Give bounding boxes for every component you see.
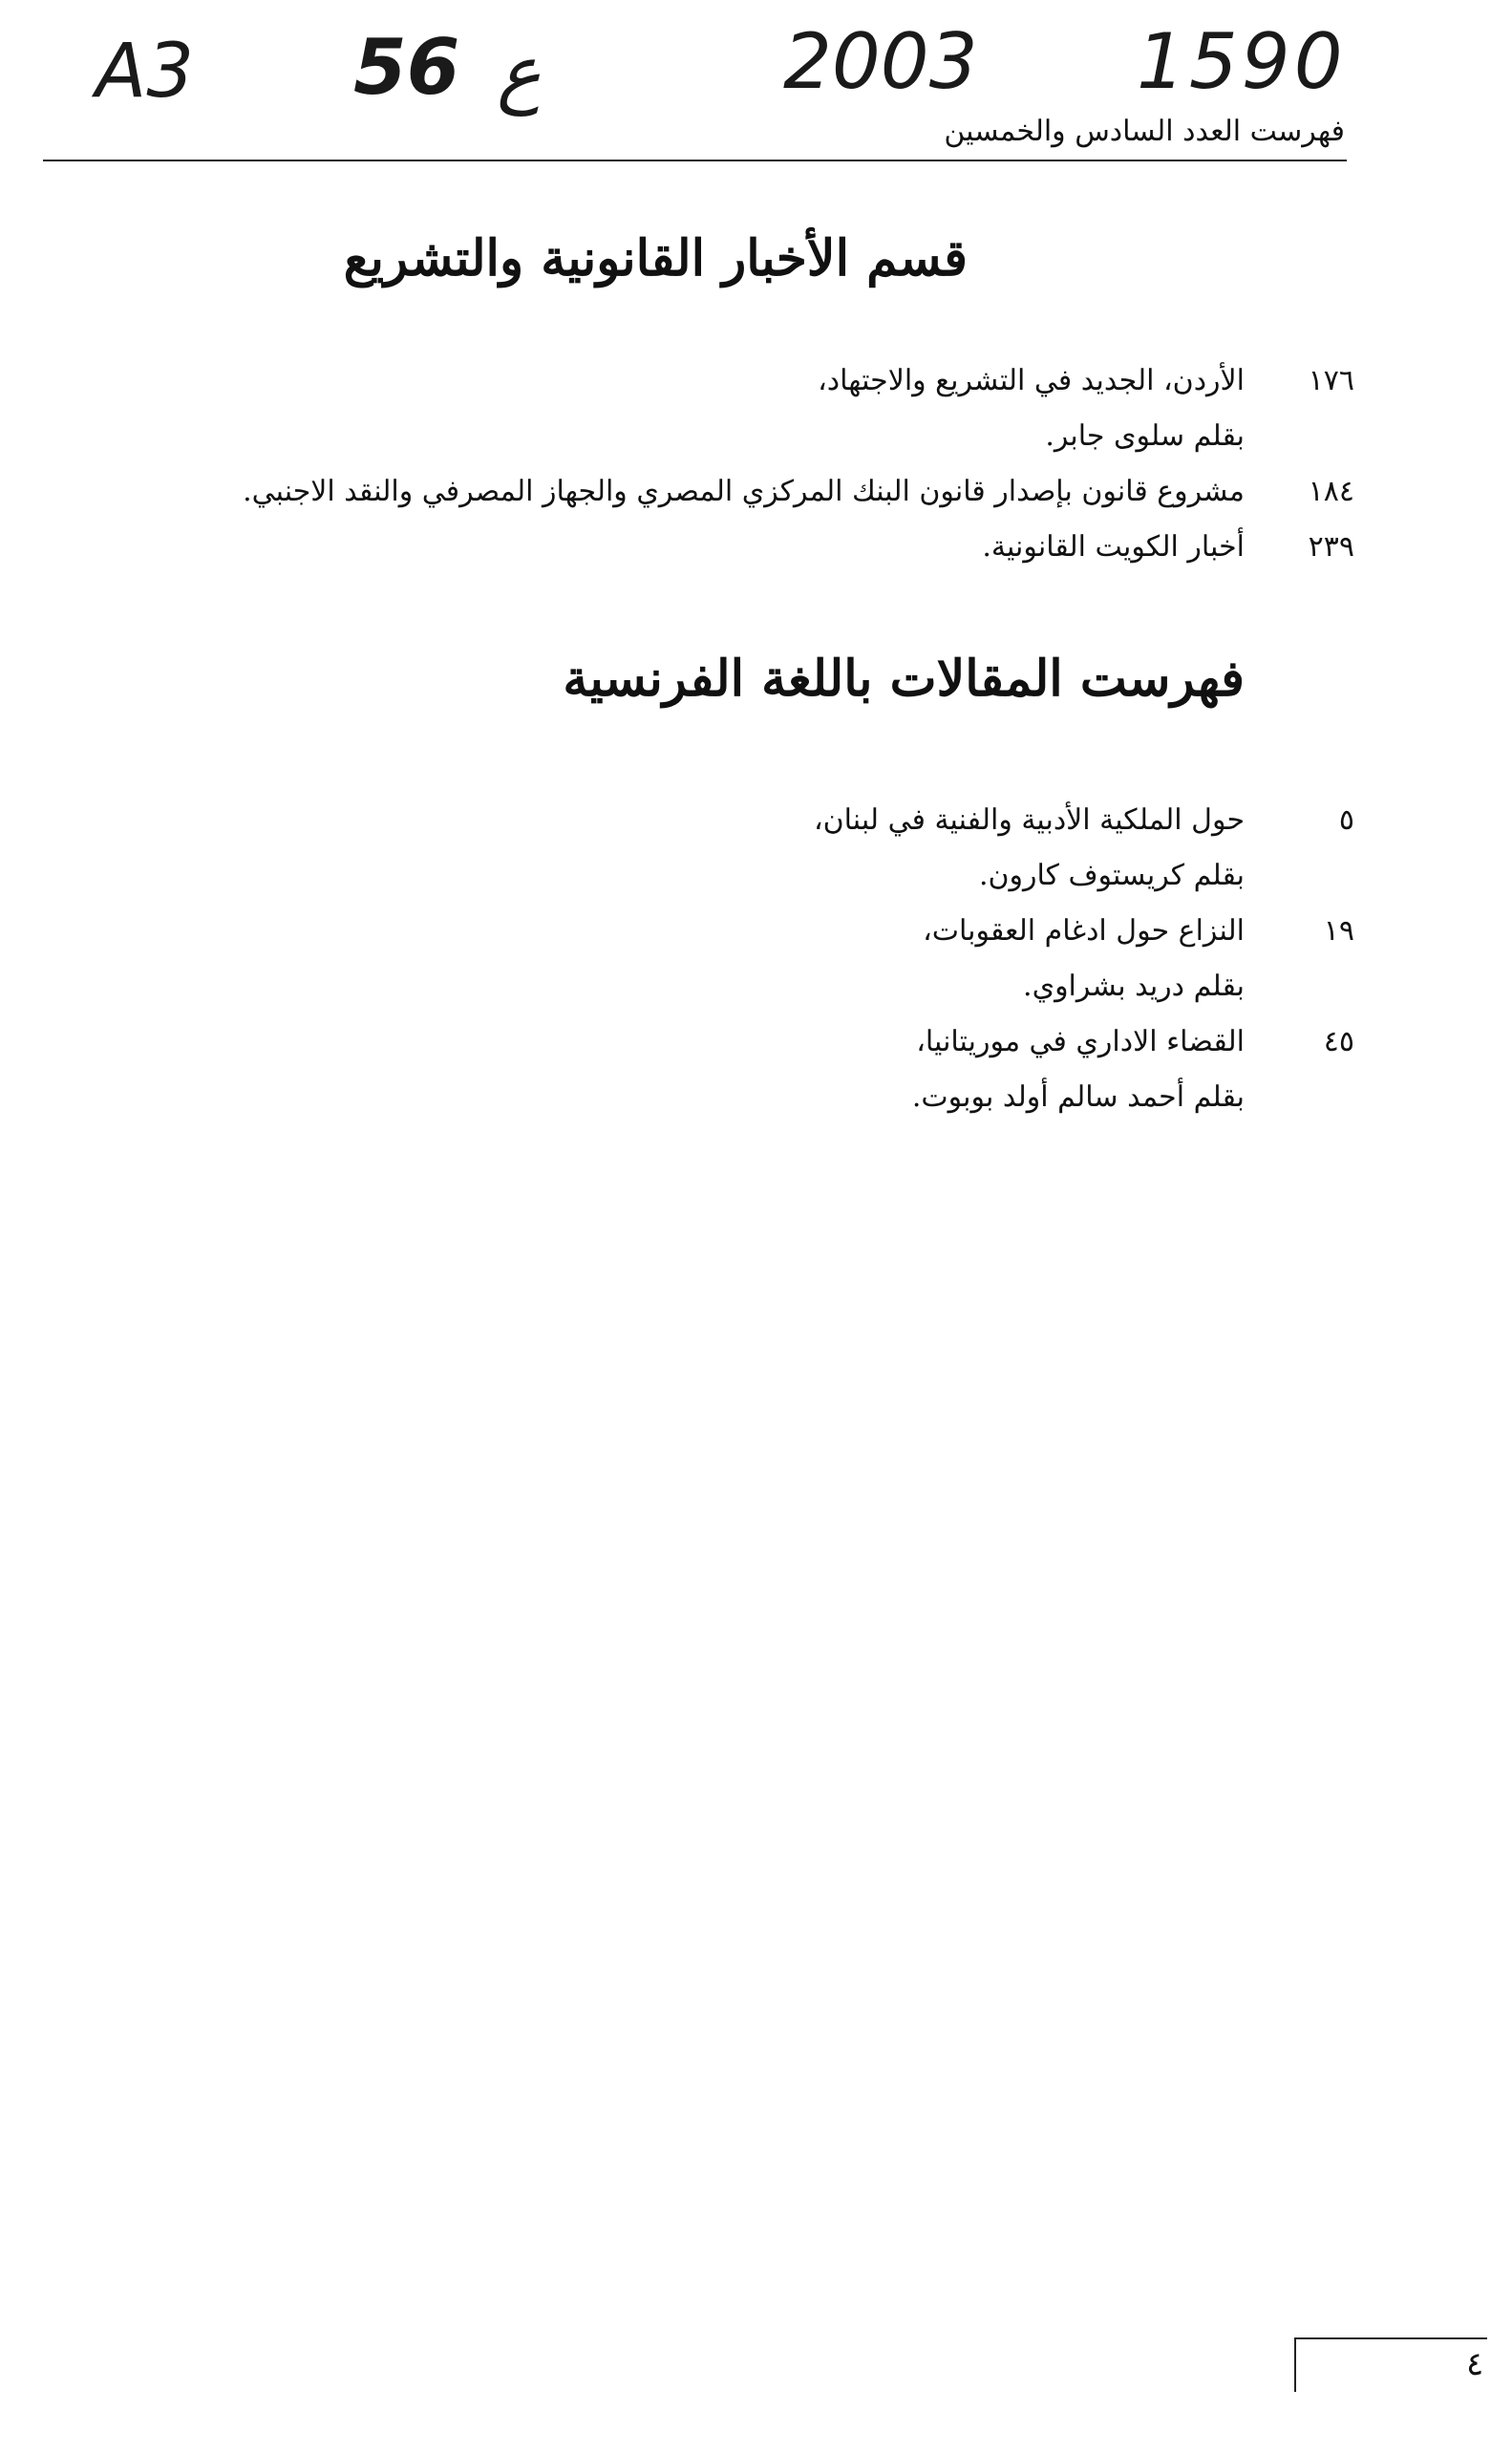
entry-text [160, 793, 1245, 904]
section-title: قسم الأخبار القانونية والتشريع [343, 229, 968, 288]
entry-text [160, 904, 1245, 1014]
entry-title: القضاء الاداري في موريتانيا، [916, 1025, 1245, 1058]
entry-page-number: ١٨٤ [1308, 475, 1354, 508]
entry-title: حول الملكية الأدبية والفنية في لبنان، [813, 803, 1245, 837]
handwritten-note: 56 [353, 23, 460, 112]
entry-author: بقلم كريستوف كارون. [978, 859, 1245, 892]
toc-section-legal-news [160, 353, 1354, 575]
entry-title: الأردن، الجديد في التشريع والاجتهاد، [818, 364, 1245, 397]
toc-section-french-articles [160, 793, 1354, 1125]
entry-title: مشروع قانون بإصدار قانون البنك المركزي المصري والجهاز المصرفي والنقد الاجنبي. [243, 475, 1245, 508]
toc-entry [160, 793, 1354, 904]
entry-title: أخبار الكويت القانونية. [982, 530, 1245, 564]
entry-text [160, 520, 1245, 575]
running-header: فهرست العدد السادس والخمسين [944, 115, 1345, 148]
header-rule [43, 160, 1347, 161]
page-number: ٤ [1466, 2345, 1484, 2383]
entry-page-number: ١٧٦ [1308, 364, 1354, 397]
entry-text [160, 353, 1245, 464]
entry-page-number: ٥ [1338, 803, 1354, 837]
page-number-frame [1294, 2337, 1487, 2392]
section-title: فهرست المقالات باللغة الفرنسية [563, 650, 1245, 708]
handwritten-note: A3 [96, 29, 194, 115]
handwritten-note: ع [497, 31, 542, 117]
toc-entry [160, 1014, 1354, 1125]
entry-author: بقلم سلوى جابر. [1045, 419, 1245, 453]
toc-entry [160, 904, 1354, 1014]
toc-entry [160, 464, 1354, 520]
entry-text [160, 464, 1245, 520]
entry-page-number: ٤٥ [1323, 1025, 1354, 1058]
handwritten-annotations [86, 17, 1423, 122]
toc-entry [160, 520, 1354, 575]
entry-author: بقلم دريد بشراوي. [1023, 970, 1245, 1003]
toc-entry [160, 353, 1354, 464]
entry-author: بقلم أحمد سالم أولد بوبوت. [911, 1080, 1245, 1114]
entry-page-number: ٢٣٩ [1308, 530, 1354, 564]
entry-page-number: ١٩ [1323, 914, 1354, 948]
handwritten-note: 2003 [783, 17, 978, 106]
handwritten-note: 1590 [1137, 17, 1347, 106]
entry-title: النزاع حول ادغام العقوبات، [923, 914, 1245, 948]
entry-text [160, 1014, 1245, 1125]
